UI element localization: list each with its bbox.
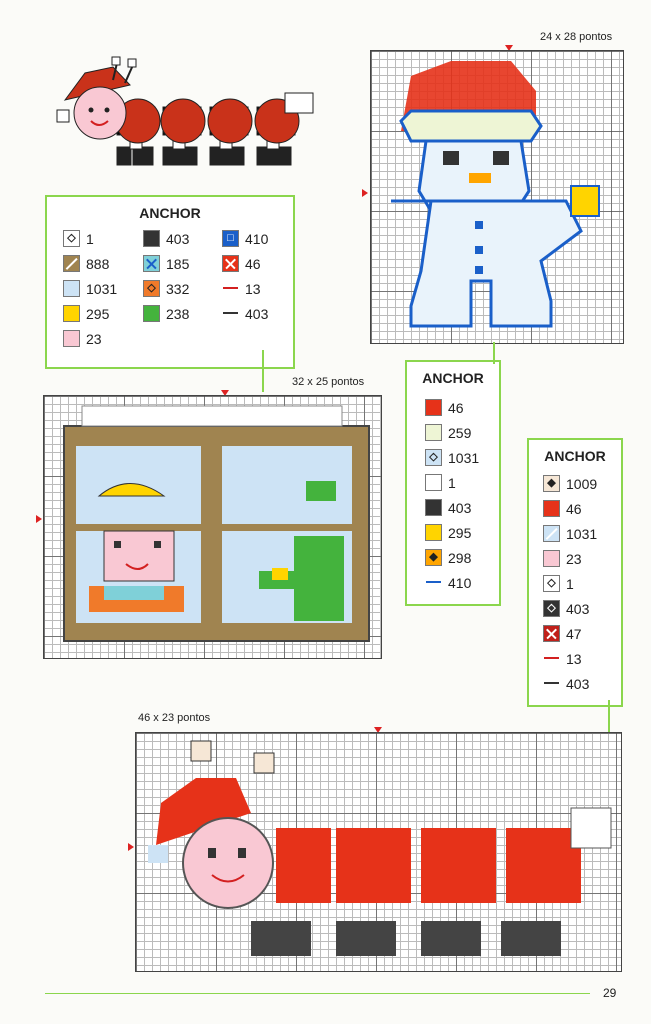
legend-code: 23 (566, 550, 582, 567)
legend-code: 410 (448, 574, 472, 591)
center-marker (128, 843, 134, 851)
legend-row (425, 399, 464, 416)
legend-row (425, 424, 471, 441)
center-marker (362, 189, 368, 197)
legend-code: 46 (245, 255, 261, 272)
color-swatch: ◇ (63, 230, 80, 247)
caterpillar-size-label: 46 x 23 pontos (138, 712, 211, 724)
legend-code: 23 (86, 330, 102, 347)
color-swatch: □ (222, 230, 239, 247)
color-swatch: ◆ (425, 549, 442, 566)
color-swatch: ◇ (543, 575, 560, 592)
window-chart (43, 395, 382, 659)
legend-row (222, 280, 261, 297)
legend-row (543, 525, 597, 542)
color-swatch (425, 574, 442, 591)
legend-row (543, 650, 582, 667)
legend-code: 1031 (448, 449, 480, 466)
legend-row (425, 449, 479, 466)
legend-code: 1 (448, 474, 456, 491)
page-number: 29 (603, 986, 617, 1000)
legend-row (425, 549, 471, 566)
color-swatch (63, 305, 80, 322)
connector-line (608, 700, 610, 732)
color-swatch (63, 330, 80, 347)
color-swatch (425, 399, 442, 416)
legend-code: 13 (245, 280, 261, 297)
legend-row (222, 305, 268, 322)
legend-code: 403 (566, 675, 590, 692)
window-size-label: 32 x 25 pontos (292, 376, 365, 388)
legend-row (543, 625, 582, 642)
legend-code: 259 (448, 424, 472, 441)
legend-code: 888 (86, 255, 110, 272)
legend-code: 1031 (86, 280, 118, 297)
color-swatch (543, 525, 560, 542)
legend-row (143, 230, 189, 247)
legend-code: 46 (566, 500, 582, 517)
caterpillar-chart (135, 732, 622, 972)
legend-row (543, 675, 589, 692)
snowman-size-label: 24 x 28 pontos (540, 31, 613, 43)
caterpillar-illustration (55, 55, 320, 180)
center-marker (36, 515, 42, 523)
legend-code: 46 (448, 399, 464, 416)
legend-row (425, 524, 471, 541)
legend-code: 238 (166, 305, 190, 322)
legend-code: 47 (566, 625, 582, 642)
legend-row (63, 255, 109, 272)
legend-code: 403 (166, 230, 190, 247)
legend-row (63, 230, 94, 247)
legend-row (543, 600, 589, 617)
legend-code: 185 (166, 255, 190, 272)
legend-title: ANCHOR (422, 370, 484, 386)
color-swatch (222, 255, 239, 272)
legend-anchor-3 (527, 438, 623, 707)
legend-row (425, 474, 456, 491)
color-swatch (425, 424, 442, 441)
legend-code: 295 (86, 305, 110, 322)
legend-row (63, 305, 109, 322)
color-swatch: ◆ (543, 475, 560, 492)
color-swatch (143, 230, 160, 247)
color-swatch (425, 474, 442, 491)
legend-row (543, 500, 582, 517)
color-swatch (543, 675, 560, 692)
legend-code: 332 (166, 280, 190, 297)
legend-anchor-2 (405, 360, 501, 606)
legend-code: 403 (245, 305, 269, 322)
legend-row (543, 550, 582, 567)
color-swatch (222, 305, 239, 322)
legend-row (222, 255, 261, 272)
legend-code: 1 (86, 230, 94, 247)
color-swatch (543, 550, 560, 567)
legend-row (143, 280, 189, 297)
legend-code: 403 (448, 499, 472, 516)
footer-rule (45, 993, 590, 994)
legend-title: ANCHOR (139, 205, 201, 221)
legend-row (425, 499, 471, 516)
color-swatch: ◇ (425, 449, 442, 466)
legend-row (543, 575, 574, 592)
color-swatch: ◇ (143, 280, 160, 297)
legend-row (143, 305, 189, 322)
color-swatch (425, 499, 442, 516)
legend-row (425, 574, 471, 591)
legend-row (143, 255, 189, 272)
color-swatch (543, 500, 560, 517)
color-swatch (222, 280, 239, 297)
color-swatch (63, 255, 80, 272)
legend-code: 298 (448, 549, 472, 566)
legend-code: 403 (566, 600, 590, 617)
color-swatch (543, 650, 560, 667)
color-swatch (143, 255, 160, 272)
legend-code: 410 (245, 230, 269, 247)
legend-code: 295 (448, 524, 472, 541)
connector-line (493, 342, 495, 364)
legend-code: 1 (566, 575, 574, 592)
color-swatch: ◇ (543, 600, 560, 617)
legend-row (222, 230, 268, 247)
legend-code: 1031 (566, 525, 598, 542)
connector-line (262, 350, 264, 392)
legend-title: ANCHOR (544, 448, 606, 464)
legend-code: 1009 (566, 475, 598, 492)
color-swatch (63, 280, 80, 297)
color-swatch (543, 625, 560, 642)
legend-row (543, 475, 597, 492)
color-swatch (143, 305, 160, 322)
legend-row (63, 330, 102, 347)
legend-anchor-1 (45, 195, 295, 369)
color-swatch (425, 524, 442, 541)
legend-code: 13 (566, 650, 582, 667)
snowman-chart (370, 50, 624, 344)
legend-row (63, 280, 117, 297)
